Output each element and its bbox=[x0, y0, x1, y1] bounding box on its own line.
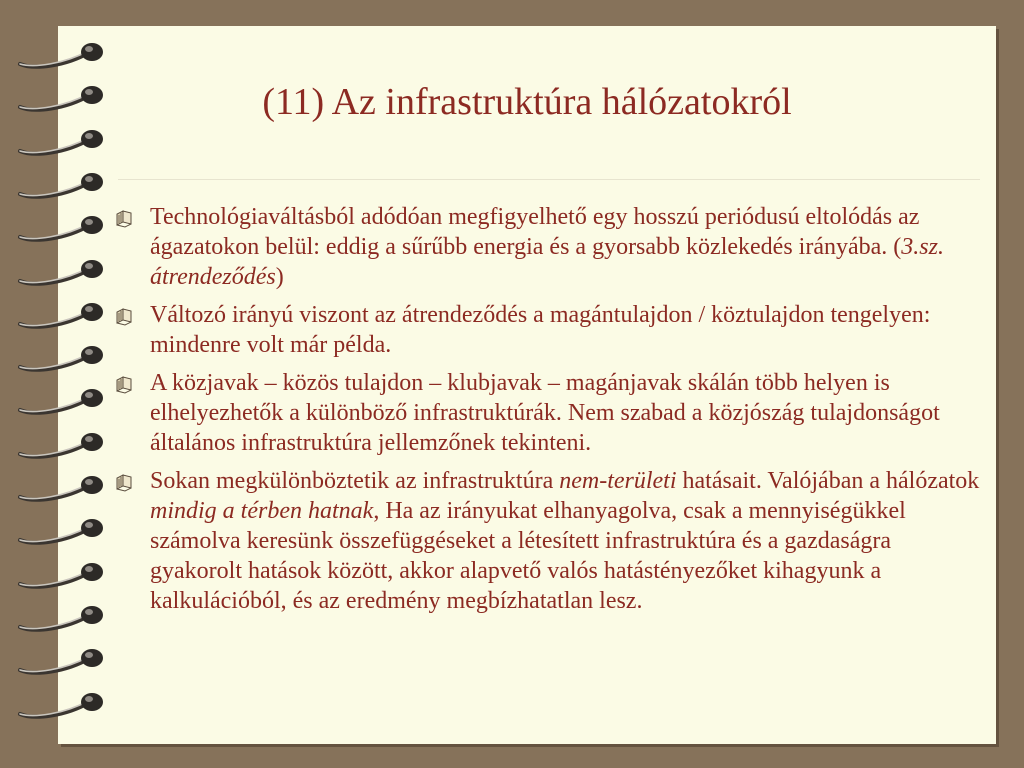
bullet-text bbox=[150, 370, 940, 456]
spiral-ring-icon bbox=[14, 560, 104, 596]
bullet-item bbox=[112, 202, 982, 292]
text-segment: ) bbox=[275, 264, 284, 290]
book-stack-icon bbox=[114, 308, 134, 326]
text-segment: Technológiaváltásból adódóan megfigyelhető egy hosszú periódusú eltolódás az ágazatokon belül: eddig a sűrűbb energia és a gyorsabb közlekedés irányába. ( bbox=[150, 204, 920, 260]
bullet-item bbox=[112, 368, 982, 458]
spiral-ring-icon bbox=[14, 430, 104, 466]
bullet-item bbox=[112, 300, 982, 360]
spiral-ring-icon bbox=[14, 257, 104, 293]
spiral-ring-icon bbox=[14, 127, 104, 163]
spiral-ring-icon bbox=[14, 343, 104, 379]
book-stack-icon bbox=[114, 210, 134, 228]
spiral-ring-icon bbox=[14, 40, 104, 76]
text-segment: Változó irányú viszont az átrendeződés a magántulajdon / köztulajdon tengelyen: mindenre volt már példa. bbox=[150, 302, 931, 358]
bullet-text bbox=[150, 468, 979, 614]
book-stack-icon bbox=[114, 376, 134, 394]
bullet-item bbox=[112, 466, 982, 616]
spiral-ring-icon bbox=[14, 170, 104, 206]
bullet-text bbox=[150, 204, 944, 290]
emphasis-text: 3.sz. átrendeződés bbox=[150, 234, 944, 290]
text-segment: hatásait. Valójában a hálózatok bbox=[676, 468, 980, 494]
emphasis-text: mindig a térben hatnak bbox=[150, 498, 374, 524]
spiral-ring-icon bbox=[14, 473, 104, 509]
title-divider bbox=[118, 179, 980, 180]
spiral-ring-icon bbox=[14, 646, 104, 682]
spiral-ring-icon bbox=[14, 690, 104, 726]
spiral-ring-icon bbox=[14, 213, 104, 249]
text-segment: , Ha az irányukat elhanyagolva, csak a mennyiségükkel számolva keresünk összefüggéseket a létesített infrastruktúra és a gazdaságra gyakorolt hatások között, akkor alapvető valós hatástényezőket kihagyunk a kalkulációból, és az eredmény megbízhatatlan lesz. bbox=[150, 498, 906, 614]
book-stack-icon bbox=[114, 474, 134, 492]
spiral-ring-icon bbox=[14, 603, 104, 639]
bullet-list bbox=[112, 202, 982, 624]
slide-title: (11) Az infrastruktúra hálózatokról bbox=[262, 81, 792, 123]
text-segment: A közjavak – közös tulajdon – klubjavak – magánjavak skálán több helyen is elhelyezhetők a különböző infrastruktúrák. Nem szabad a közjószág tulajdonságot általános infrastruktúra jellemzőnek tekinteni. bbox=[150, 370, 940, 456]
text-segment: Sokan megkülönböztetik az infrastruktúra bbox=[150, 468, 560, 494]
bullet-text bbox=[150, 302, 930, 358]
spiral-ring-icon bbox=[14, 386, 104, 422]
spiral-ring-icon bbox=[14, 516, 104, 552]
spiral-ring-icon bbox=[14, 300, 104, 336]
emphasis-text: nem-területi bbox=[559, 468, 677, 494]
